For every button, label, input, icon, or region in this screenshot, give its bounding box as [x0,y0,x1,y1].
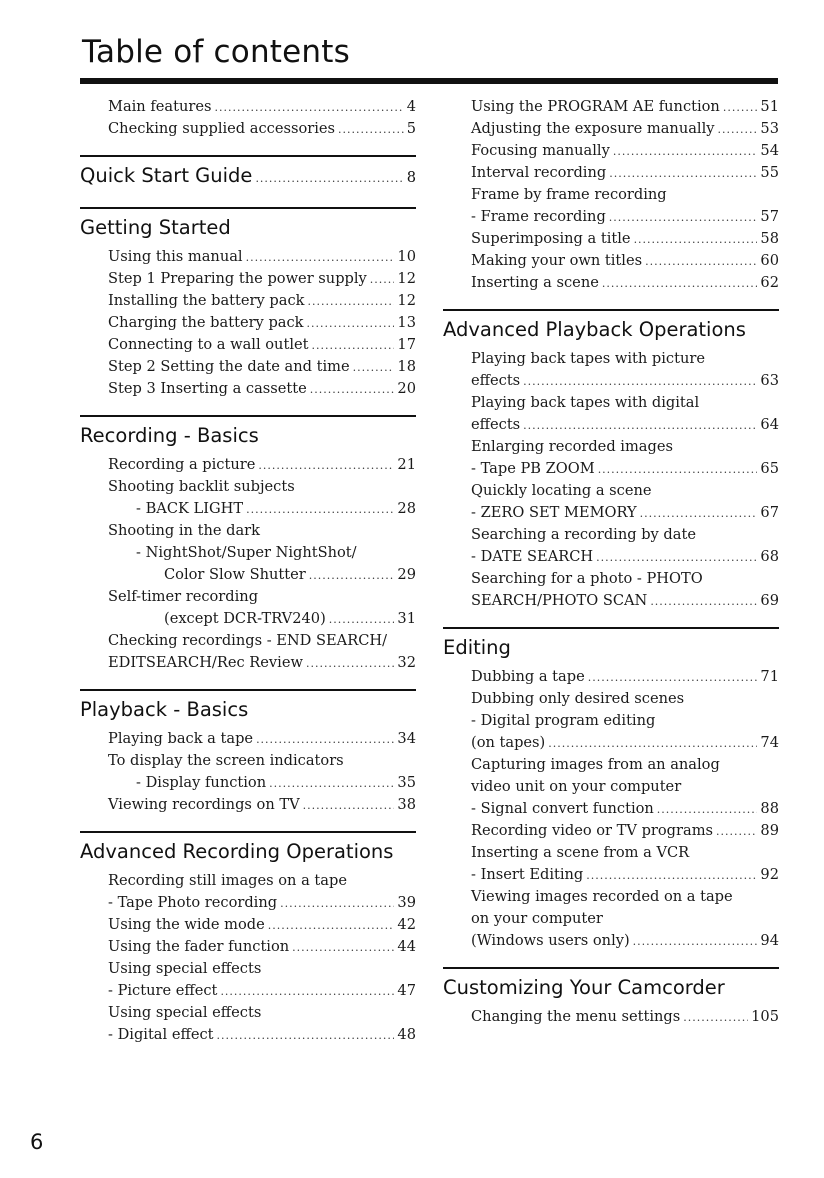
toc-entry-label: Playing back tapes with picture [471,350,705,367]
toc-entry-label: Recording a picture [108,456,256,473]
toc-entry-label: - Picture effect [108,982,218,999]
toc-entry-label: - DATE SEARCH [471,548,594,565]
toc-line [443,524,779,546]
toc-entry-label: Using the wide mode [108,916,265,933]
dot-leader [258,455,394,477]
toc-page-number: 63 [760,372,779,389]
toc-entry-label: Playing back a tape [108,730,254,747]
toc-line [80,96,416,118]
toc-entry-label: Playing back tapes with digital [471,394,700,411]
section-title-label: Advanced Recording Operations [80,840,394,863]
section-title[interactable] [443,975,779,1001]
toc-entry[interactable] [443,820,779,842]
toc-entry[interactable] [80,96,416,118]
toc-line [443,414,779,436]
toc-entry-label: - NightShot/Super NightShot/ [136,544,357,561]
toc-page-number: 17 [397,336,416,353]
toc-page-number: 58 [760,230,779,247]
toc-entry-label: Capturing images from an analog [471,756,720,773]
toc-entry-label: Searching for a photo - PHOTO [471,570,703,587]
toc-line [80,750,416,772]
toc-entry-label: To display the screen indicators [108,752,344,769]
toc-line [443,436,779,458]
toc-entry[interactable] [443,96,779,118]
dot-leader [683,1007,748,1029]
toc-entry[interactable] [80,378,416,400]
dot-leader [613,141,758,163]
toc-line [80,630,416,652]
toc-entry-label: - Tape Photo recording [108,894,278,911]
toc-line [443,908,779,930]
toc-page-number: 28 [397,500,416,517]
toc-entry-label: Checking recordings - END SEARCH/ [108,632,388,649]
toc-page-number: 4 [406,98,416,115]
section-title-label: Editing [443,636,511,659]
toc-entry-label: Adjusting the exposure manually [471,120,715,137]
dot-leader [633,931,758,953]
toc-entry-label: - Display function [136,774,267,791]
toc-entry-label: Interval recording [471,164,607,181]
toc-line [80,586,416,608]
toc-line [443,140,779,162]
dot-leader [246,499,394,521]
toc-page-number: 29 [397,566,416,583]
toc-entry-label: EDITSEARCH/Rec Review [108,654,303,671]
toc-entry[interactable] [80,312,416,334]
toc-page-number: 35 [397,774,416,791]
toc-line [443,798,779,820]
dot-leader [523,415,757,437]
toc-line [80,958,416,980]
toc-entry-label: (Windows users only) [471,932,630,949]
toc-page-number: 38 [397,796,416,813]
toc-entry-label: Viewing recordings on TV [108,796,300,813]
dot-leader [596,547,757,569]
dot-leader [588,667,758,689]
toc-entry[interactable] [80,870,416,914]
toc-page-number: 74 [760,734,779,751]
section-title[interactable] [80,697,416,723]
toc-page-number: 42 [397,916,416,933]
dot-leader [548,733,757,755]
toc-page-number: 62 [760,274,779,291]
section-divider [80,831,416,833]
toc-line [443,96,779,118]
toc-entry[interactable] [443,348,779,392]
toc-line [443,732,779,754]
toc-line [80,564,416,586]
toc-entry[interactable] [80,454,416,476]
toc-line [80,1024,416,1046]
section-title-label: Recording - Basics [80,424,259,447]
toc-entry-label: - Signal convert function [471,800,654,817]
section-title[interactable] [80,839,416,865]
dot-leader [370,269,395,291]
toc-page-number: 44 [397,938,416,955]
section-title-label: Playback - Basics [80,698,249,721]
toc-line [80,356,416,378]
toc-entry-label: Recording video or TV programs [471,822,714,839]
toc-line [443,710,779,732]
toc-entry-label: (on tapes) [471,734,546,751]
toc-page-number: 64 [760,416,779,433]
toc-entry-label: Frame by frame recording [471,186,667,203]
toc-entry[interactable] [80,586,416,630]
toc-entry-label: Superimposing a title [471,230,631,247]
toc-line [80,498,416,520]
toc-line [443,666,779,688]
toc-entry[interactable] [80,268,416,290]
toc-line [443,206,779,228]
toc-line [443,776,779,798]
toc-entry[interactable] [443,886,779,952]
toc-entry[interactable] [443,1006,779,1028]
dot-leader [598,459,758,481]
toc-page-number: 18 [397,358,416,375]
toc-entry-label: video unit on your computer [471,778,682,795]
toc-entry-label: Dubbing a tape [471,668,585,685]
toc-entry[interactable] [443,250,779,272]
toc-entry-label: Searching a recording by date [471,526,696,543]
dot-leader [329,609,395,631]
toc-line [80,542,416,564]
toc-line [443,272,779,294]
dot-leader [303,795,395,817]
toc-line [443,886,779,908]
toc-page-number: 51 [760,98,779,115]
toc-entry[interactable] [80,750,416,794]
dot-leader [268,915,395,937]
toc-page-number: 13 [397,314,416,331]
toc-page-number: 92 [760,866,779,883]
section-title-label: Customizing Your Camcorder [443,976,725,999]
toc-page-number: 105 [751,1008,779,1025]
dot-leader [640,503,758,525]
dot-leader [353,357,395,379]
dot-leader [609,163,757,185]
toc-line [443,754,779,776]
toc-line [443,480,779,502]
toc-line [80,914,416,936]
dot-leader [650,591,757,613]
toc-entry[interactable] [80,520,416,586]
toc-line [443,1006,779,1028]
dot-leader [220,981,394,1003]
toc-line [80,312,416,334]
toc-entry-label: Viewing images recorded on a tape [471,888,733,905]
toc-entry-label: Using special effects [108,1004,262,1021]
dot-leader [523,371,757,393]
toc-line [80,728,416,750]
toc-right-column [443,96,779,1028]
dot-leader [602,273,758,295]
toc-entry[interactable] [443,568,779,612]
toc-page-number: 55 [760,164,779,181]
dot-leader [280,893,394,915]
toc-page-number: 69 [760,592,779,609]
toc-line [443,842,779,864]
toc-entry-label: SEARCH/PHOTO SCAN [471,592,648,609]
toc-entry-label: Color Slow Shutter [164,566,306,583]
dot-leader [255,166,403,192]
toc-line [443,688,779,710]
toc-page-number: 57 [760,208,779,225]
toc-entry[interactable] [80,936,416,958]
toc-line [80,892,416,914]
dot-leader [256,729,394,751]
dot-leader [214,97,403,119]
toc-entry-label: (except DCR-TRV240) [164,610,326,627]
toc-entry-label: Inserting a scene [471,274,599,291]
toc-page-number: 48 [397,1026,416,1043]
toc-entry-label: Step 1 Preparing the power supply [108,270,367,287]
toc-line [443,348,779,370]
toc-line [443,546,779,568]
toc-entry-label: - Frame recording [471,208,606,225]
toc-entry[interactable] [443,392,779,436]
toc-entry[interactable] [443,666,779,688]
toc-page-number: 34 [397,730,416,747]
toc-entry[interactable] [443,688,779,754]
toc-line [80,246,416,268]
dot-leader [306,653,394,675]
toc-entry[interactable] [443,184,779,228]
toc-line [80,870,416,892]
section-divider [80,207,416,209]
toc-line [80,520,416,542]
toc-line [443,820,779,842]
toc-entry-label: Using special effects [108,960,262,977]
page-number: 6 [30,1130,44,1154]
toc-entry-label: Making your own titles [471,252,643,269]
toc-line [443,370,779,392]
toc-entry-label: Connecting to a wall outlet [108,336,309,353]
toc-entry[interactable] [80,728,416,750]
toc-page-number: 47 [397,982,416,999]
toc-page-number: 5 [406,120,416,137]
toc-line [443,184,779,206]
section-divider [443,309,779,311]
toc-entry-label: - ZERO SET MEMORY [471,504,637,521]
dot-leader [338,119,404,141]
section-title[interactable] [80,215,416,241]
toc-entry-label: - BACK LIGHT [136,500,244,517]
toc-page-number: 32 [397,654,416,671]
dot-leader [307,313,395,335]
toc-line [80,268,416,290]
section-page-number: 8 [406,169,416,186]
toc-entry-label: Checking supplied accessories [108,120,336,137]
section-title-label: Advanced Playback Operations [443,318,746,341]
toc-page-number: 10 [397,248,416,265]
section-title[interactable] [80,423,416,449]
toc-page-number: 88 [760,800,779,817]
toc-entry[interactable] [443,162,779,184]
toc-line [443,392,779,414]
toc-page-number: 65 [760,460,779,477]
section-divider [80,689,416,691]
dot-leader [246,247,395,269]
toc-line [443,864,779,886]
toc-entry-label: Recording still images on a tape [108,872,347,889]
toc-line [80,652,416,674]
section-title[interactable] [80,163,416,192]
section-title[interactable] [443,317,779,343]
toc-entry-label: - Tape PB ZOOM [471,460,595,477]
toc-line [443,228,779,250]
toc-entry[interactable] [443,524,779,568]
toc-entry-label: Shooting in the dark [108,522,260,539]
toc-entry-label: Inserting a scene from a VCR [471,844,690,861]
toc-entry-label: Shooting backlit subjects [108,478,295,495]
dot-leader [723,97,758,119]
toc-entry[interactable] [80,334,416,356]
toc-line [443,118,779,140]
toc-page-number: 53 [760,120,779,137]
toc-entry[interactable] [80,958,416,1002]
toc-left-column [80,96,416,1046]
section-title[interactable] [443,635,779,661]
toc-line [80,476,416,498]
toc-entry-label: Quickly locating a scene [471,482,652,499]
toc-entry[interactable] [80,118,416,140]
toc-page-number: 67 [760,504,779,521]
toc-page-number: 12 [397,292,416,309]
toc-page-number: 39 [397,894,416,911]
dot-leader [310,379,395,401]
toc-entry-label: Dubbing only desired scenes [471,690,685,707]
toc-line [443,162,779,184]
title-rule [80,78,778,84]
toc-page-number: 21 [397,456,416,473]
toc-entry-label: Self-timer recording [108,588,259,605]
toc-entry[interactable] [443,140,779,162]
toc-page-number: 71 [760,668,779,685]
toc-entry[interactable] [443,436,779,480]
toc-line [80,980,416,1002]
toc-entry-label: Step 3 Inserting a cassette [108,380,307,397]
dot-leader [217,1025,395,1047]
toc-entry[interactable] [80,246,416,268]
toc-entry[interactable] [80,356,416,378]
dot-leader [609,207,758,229]
toc-line [80,794,416,816]
toc-line [80,454,416,476]
toc-entry-label: Installing the battery pack [108,292,305,309]
toc-line [80,1002,416,1024]
dot-leader [269,773,394,795]
toc-entry-label: Focusing manually [471,142,610,159]
toc-entry-label: - Insert Editing [471,866,584,883]
toc-line [443,458,779,480]
dot-leader [312,335,395,357]
toc-page-number: 89 [760,822,779,839]
toc-line [80,608,416,630]
toc-entry[interactable] [443,118,779,140]
toc-page-number: 94 [760,932,779,949]
toc-entry[interactable] [443,272,779,294]
toc-line [443,250,779,272]
toc-line [80,936,416,958]
section-title-label: Getting Started [80,216,231,239]
toc-entry[interactable] [80,914,416,936]
toc-entry-label: Step 2 Setting the date and time [108,358,350,375]
toc-entry[interactable] [80,794,416,816]
section-divider [443,967,779,969]
dot-leader [716,821,757,843]
toc-line [443,590,779,612]
toc-entry-label: Main features [108,98,212,115]
toc-entry-label: - Digital effect [108,1026,214,1043]
toc-entry[interactable] [443,754,779,820]
toc-page-number: 54 [760,142,779,159]
toc-page-number: 20 [397,380,416,397]
dot-leader [307,291,394,313]
toc-entry[interactable] [80,630,416,674]
dot-leader [292,937,394,959]
dot-leader [634,229,758,251]
toc-entry-label: Enlarging recorded images [471,438,673,455]
toc-entry-label: on your computer [471,910,603,927]
toc-entry-label: effects [471,372,521,389]
section-divider [443,627,779,629]
toc-entry[interactable] [443,228,779,250]
toc-line [80,334,416,356]
toc-page-number: 31 [397,610,416,627]
toc-entry-label: - Digital program editing [471,712,656,729]
toc-line [443,568,779,590]
toc-page-number: 68 [760,548,779,565]
toc-line [80,118,416,140]
toc-page-number: 12 [397,270,416,287]
toc-line [443,502,779,524]
dot-leader [645,251,757,273]
dot-leader [309,565,395,587]
section-divider [80,415,416,417]
toc-entry[interactable] [443,842,779,886]
toc-entry-label: Using the PROGRAM AE function [471,98,720,115]
toc-entry[interactable] [80,290,416,312]
toc-line [443,930,779,952]
toc-entry-label: Charging the battery pack [108,314,304,331]
section-title-label: Quick Start Guide [80,164,253,187]
toc-entry[interactable] [443,480,779,524]
toc-entry-label: effects [471,416,521,433]
toc-entry[interactable] [80,1002,416,1046]
toc-entry-label: Changing the menu settings [471,1008,681,1025]
toc-entry-label: Using this manual [108,248,243,265]
page-title: Table of contents [82,34,350,70]
dot-leader [586,865,757,887]
toc-page-number: 60 [760,252,779,269]
toc-line [80,378,416,400]
section-divider [80,155,416,157]
dot-leader [657,799,758,821]
toc-entry[interactable] [80,476,416,520]
toc-line [80,772,416,794]
toc-entry-label: Using the fader function [108,938,290,955]
toc-line [80,290,416,312]
dot-leader [718,119,758,141]
